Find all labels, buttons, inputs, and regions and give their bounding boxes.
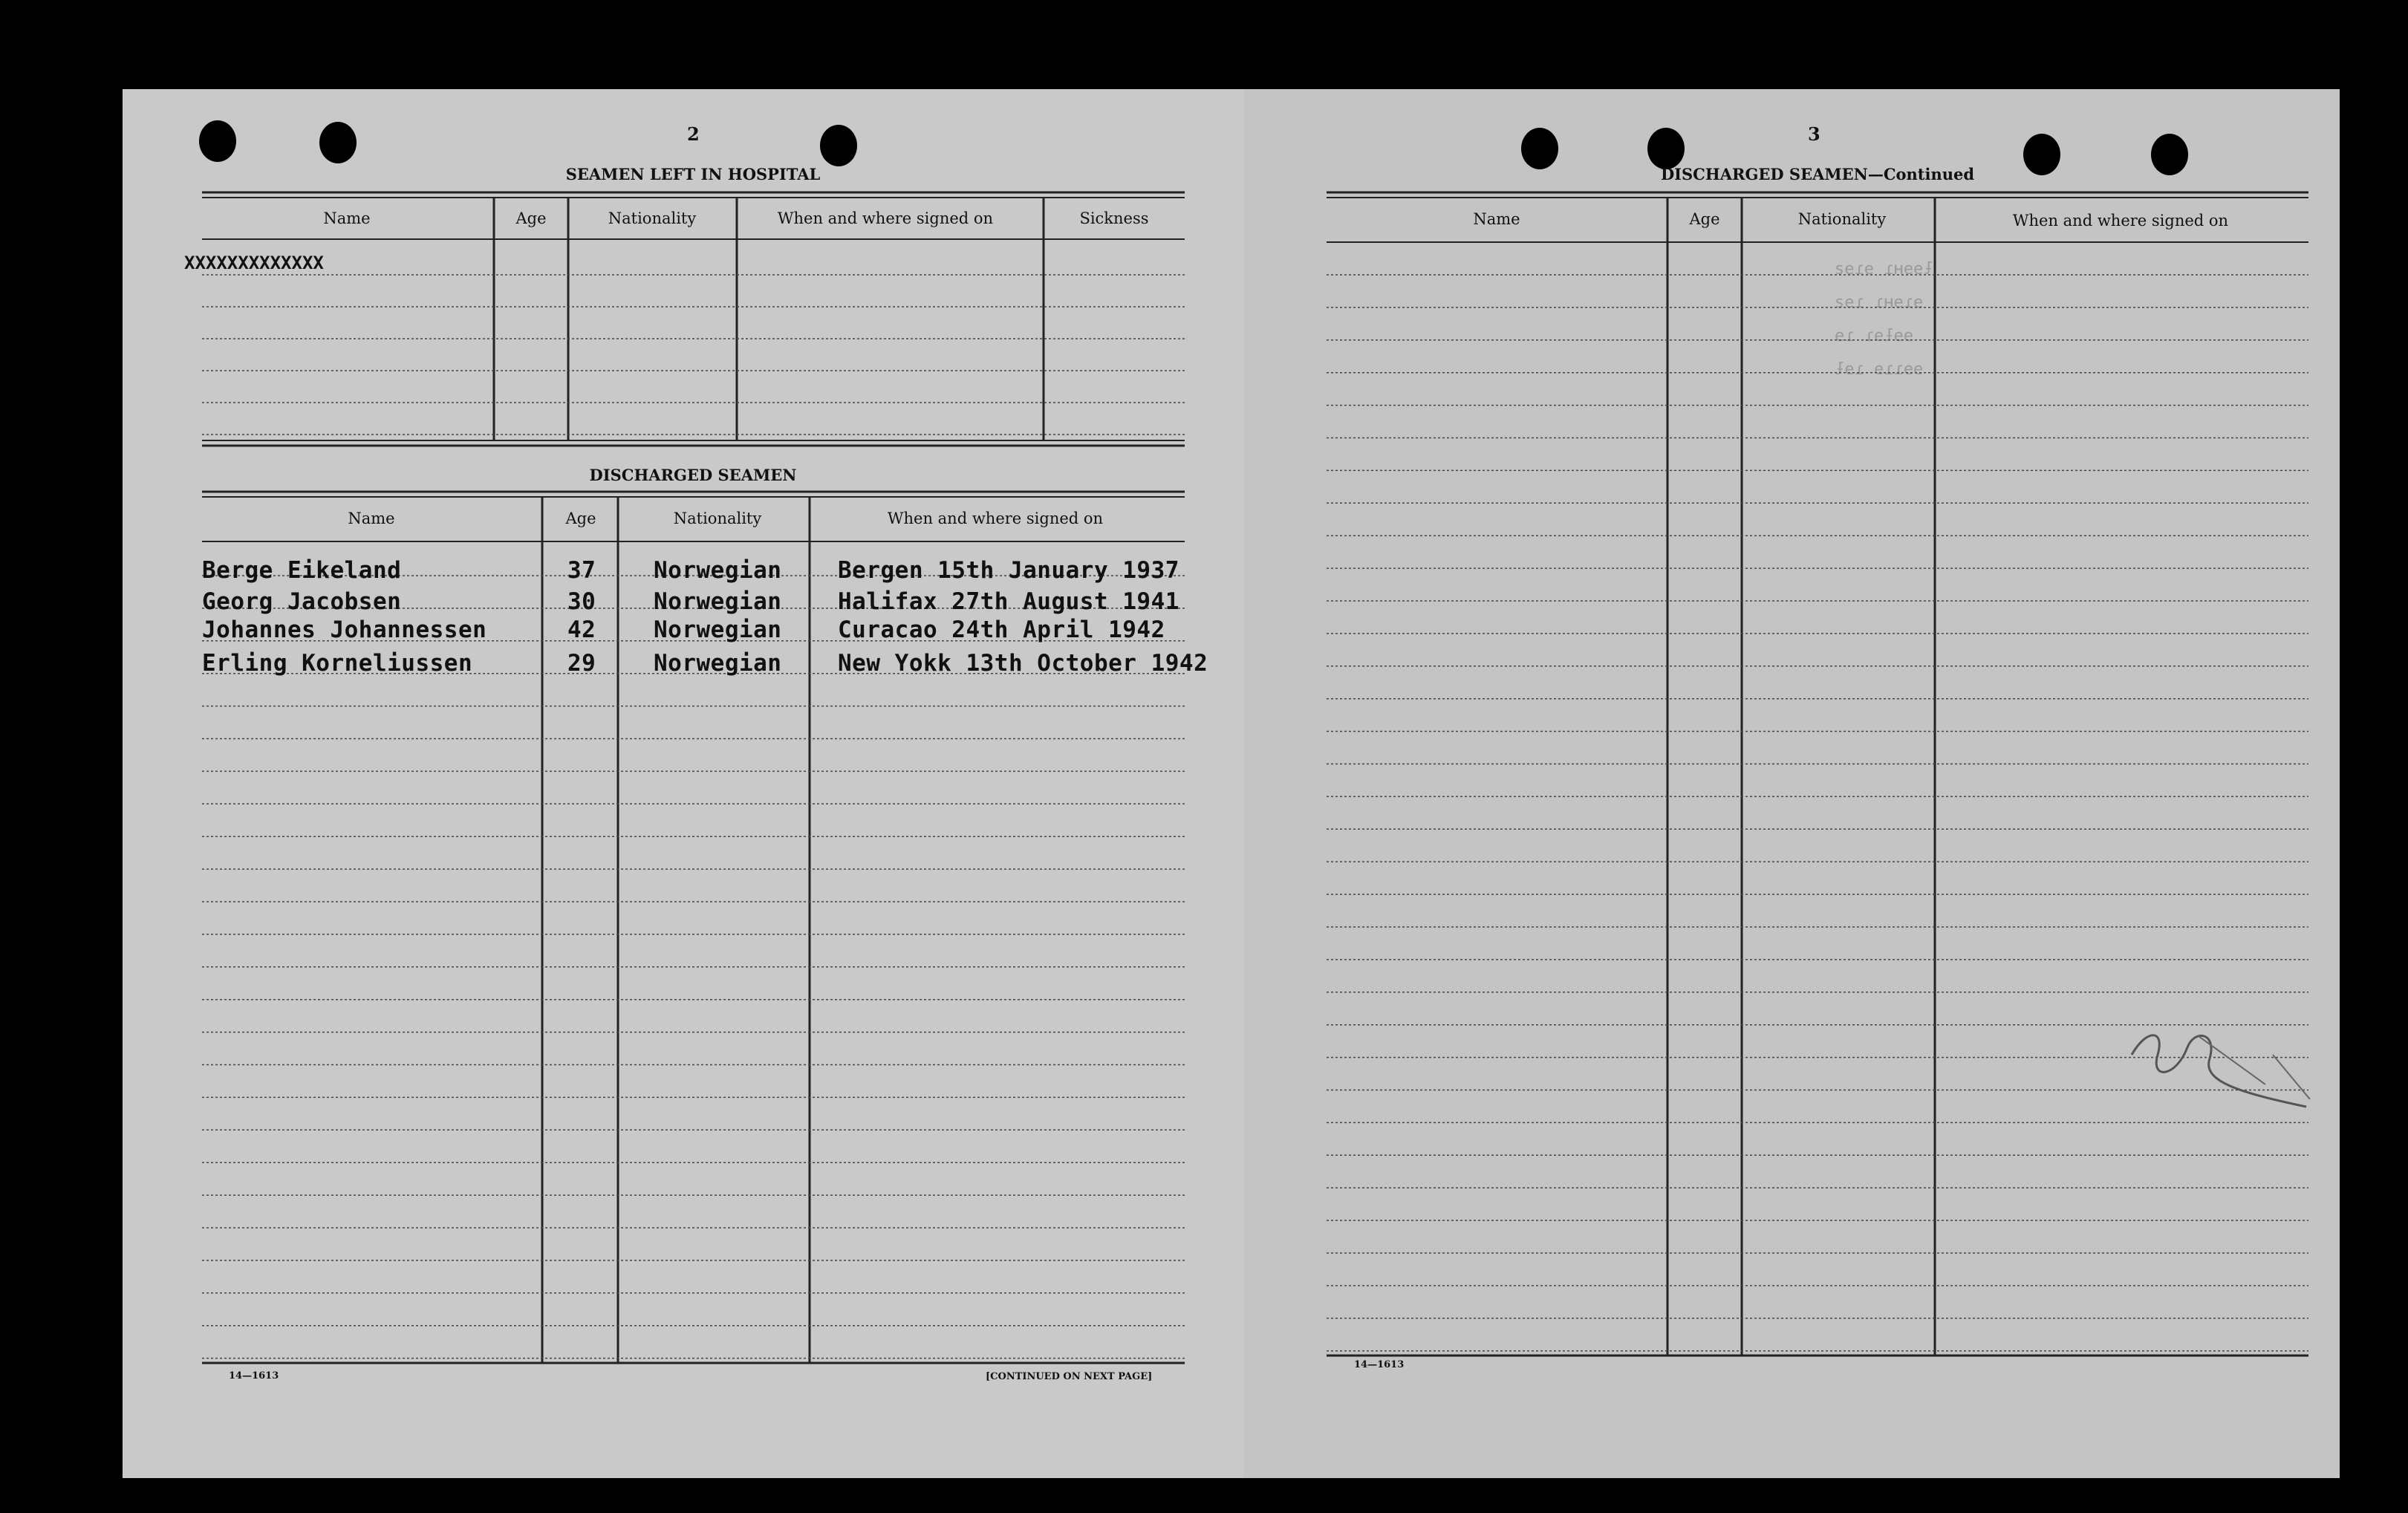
discharged-col-name: Name [348,510,395,527]
bleed-through-mark: ɘɿɘʜɿ ɿɘƨ [1835,293,1924,312]
bleed-through-mark: ɘɘƚɘɿ ɿɘ [1835,327,1913,345]
discharged-row-4-age: 29 [567,650,596,677]
discharged-row-4-signed-on: New Yokk 13th October 1942 [838,650,1208,677]
discharged-row-1-signed-on: Bergen 15th January 1937 [838,557,1179,584]
discharged-row-2-age: 30 [567,588,596,615]
discharged-row-1-age: 37 [567,557,596,584]
hospital-col-nationality: Nationality [608,209,697,227]
discharged-row-4-nationality: Norwegian [654,650,782,677]
discharged-section-title: DISCHARGED SEAMEN [589,466,797,484]
signature-mark [2132,1035,2306,1107]
hospital-col-name: Name [323,209,371,227]
discharged-col-nationality: Nationality [673,510,762,527]
discharged-row-3-signed-on: Curacao 24th April 1942 [838,616,1165,643]
discharged-continued-title: DISCHARGED SEAMEN—Continued [1660,165,1975,183]
bleed-through-mark: ɘɘɿɿɘ ɿɘƚ [1835,360,1924,379]
discharged-col-age: Age [565,510,596,527]
continued-col-name: Name [1473,210,1520,228]
continued-col-nationality: Nationality [1797,210,1887,228]
discharged-row-2-name: Georg Jacobsen [202,588,402,615]
form-number-left: 14—1613 [229,1370,279,1382]
discharged-row-2-nationality: Norwegian [654,588,782,615]
discharged-row-3-nationality: Norwegian [654,616,782,643]
hospital-section-title: SEAMEN LEFT IN HOSPITAL [565,165,821,183]
bleed-through-mark: ƚɘɘʜɿ ɘɿɘƨ [1835,260,1933,279]
hospital-col-age: Age [515,209,547,227]
hospital-col-sickness: Sickness [1079,209,1149,227]
discharged-row-2-signed-on: Halifax 27th August 1941 [838,588,1179,615]
discharged-row-3-name: Johannes Johannessen [202,616,487,643]
discharged-row-3-age: 42 [567,616,596,643]
continued-col-signed-on: When and where signed on [2012,212,2229,230]
form-number-right: 14—1613 [1354,1359,1405,1370]
continued-note: [CONTINUED ON NEXT PAGE] [986,1371,1153,1382]
hospital-struck-entry: XXXXXXXXXXXXX [184,253,324,273]
discharged-row-1-name: Berge Eikeland [202,557,402,584]
continued-col-age: Age [1689,210,1720,228]
discharged-col-signed-on: When and where signed on [887,510,1104,527]
page-number-right: 3 [1808,123,1820,145]
hospital-col-signed-on: When and where signed on [777,209,994,227]
page-number-left: 2 [687,123,700,145]
discharged-row-4-name: Erling Korneliussen [202,650,473,677]
discharged-row-1-nationality: Norwegian [654,557,782,584]
